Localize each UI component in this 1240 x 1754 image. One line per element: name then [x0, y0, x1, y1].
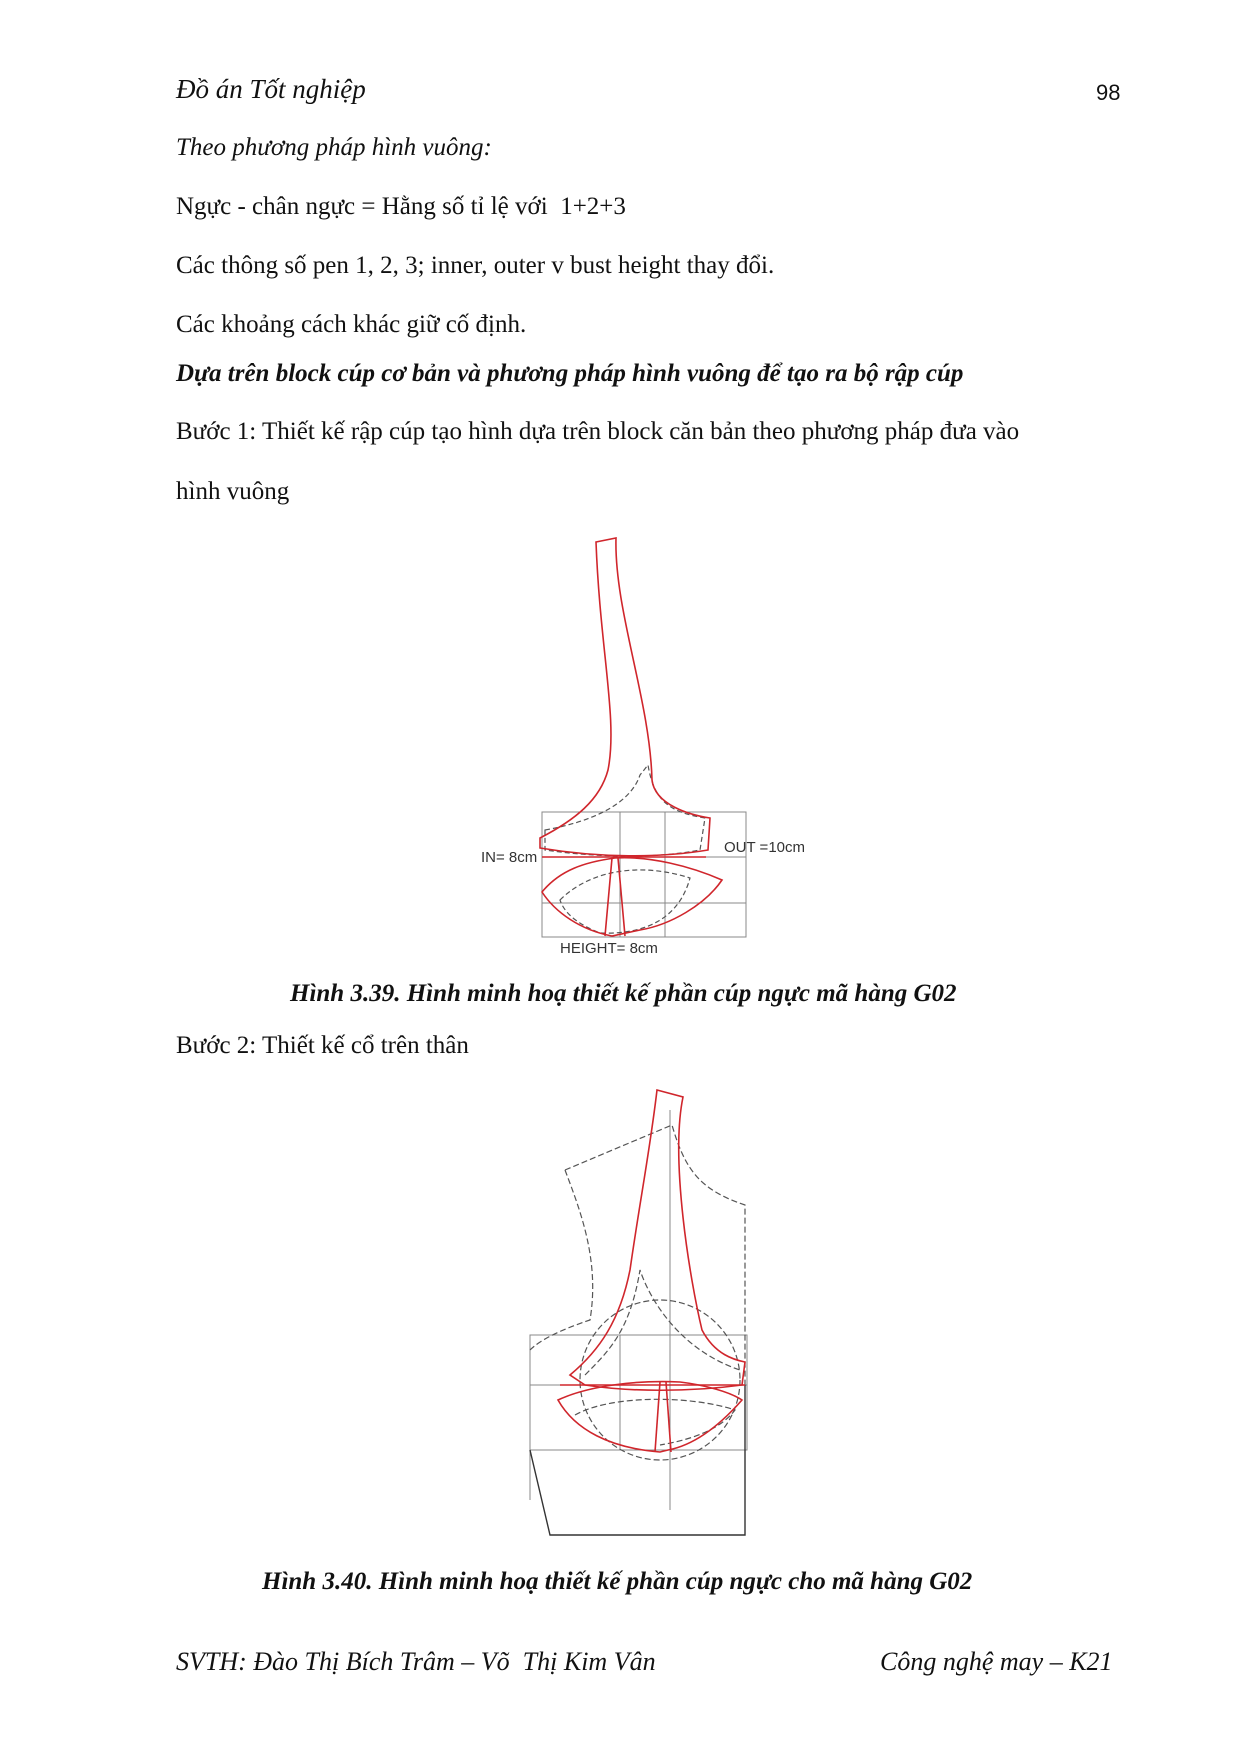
- label-in: IN= 8cm: [481, 849, 538, 866]
- figure1-caption: Hình 3.39. Hình minh hoạ thiết kế phần cúp ngực mã hàng G02: [290, 980, 957, 1007]
- method-heading: Theo phương pháp hình vuông:: [176, 134, 492, 161]
- strap-cup-upper: [570, 1090, 745, 1390]
- bust-circle: [580, 1300, 740, 1460]
- cup-lower-piece: [542, 858, 722, 936]
- strap-cup-upper: [540, 538, 710, 856]
- base-cup-upper: [585, 1270, 740, 1375]
- base-cup-lower: [560, 870, 690, 933]
- params-change-line: Các thông số pen 1, 2, 3; inner, outer v bust height thay đổi.: [176, 252, 775, 279]
- formula-line: Ngực - chân ngực = Hằng số tỉ lệ với 1+2+3: [176, 193, 626, 220]
- base-cup-lower: [575, 1399, 735, 1445]
- figure2-caption: Hình 3.40. Hình minh hoạ thiết kế phần cúp ngực cho mã hàng G02: [262, 1568, 973, 1595]
- footer-program: Công nghệ may – K21: [880, 1647, 1113, 1676]
- label-height: HEIGHT= 8cm: [560, 940, 658, 957]
- figure-bodice-pattern: [510, 1085, 770, 1555]
- step2-line: Bước 2: Thiết kế cổ trên thân: [176, 1032, 469, 1059]
- cup-lower-piece: [558, 1382, 742, 1452]
- figure-cup-pattern: [460, 530, 840, 970]
- step1-line2: hình vuông: [176, 478, 290, 505]
- footer-authors: SVTH: Đào Thị Bích Trâm – Võ Thị Kim Vân: [176, 1647, 656, 1676]
- step1-line1: Bước 1: Thiết kế rập cúp tạo hình dựa trên block căn bản theo phương pháp đưa vào: [176, 418, 1020, 445]
- page-number: 98: [1096, 80, 1121, 105]
- fixed-distances-line: Các khoảng cách khác giữ cố định.: [176, 311, 527, 338]
- label-out: OUT =10cm: [724, 839, 805, 856]
- page-header-title: Đồ án Tốt nghiệp: [176, 74, 366, 104]
- bodice-neck-shoulder: [565, 1125, 745, 1385]
- bodice-armhole: [530, 1170, 593, 1350]
- guide-square: [530, 1335, 747, 1450]
- section-heading: Dựa trên block cúp cơ bản và phương pháp hình vuông để tạo ra bộ rập cúp: [176, 360, 964, 387]
